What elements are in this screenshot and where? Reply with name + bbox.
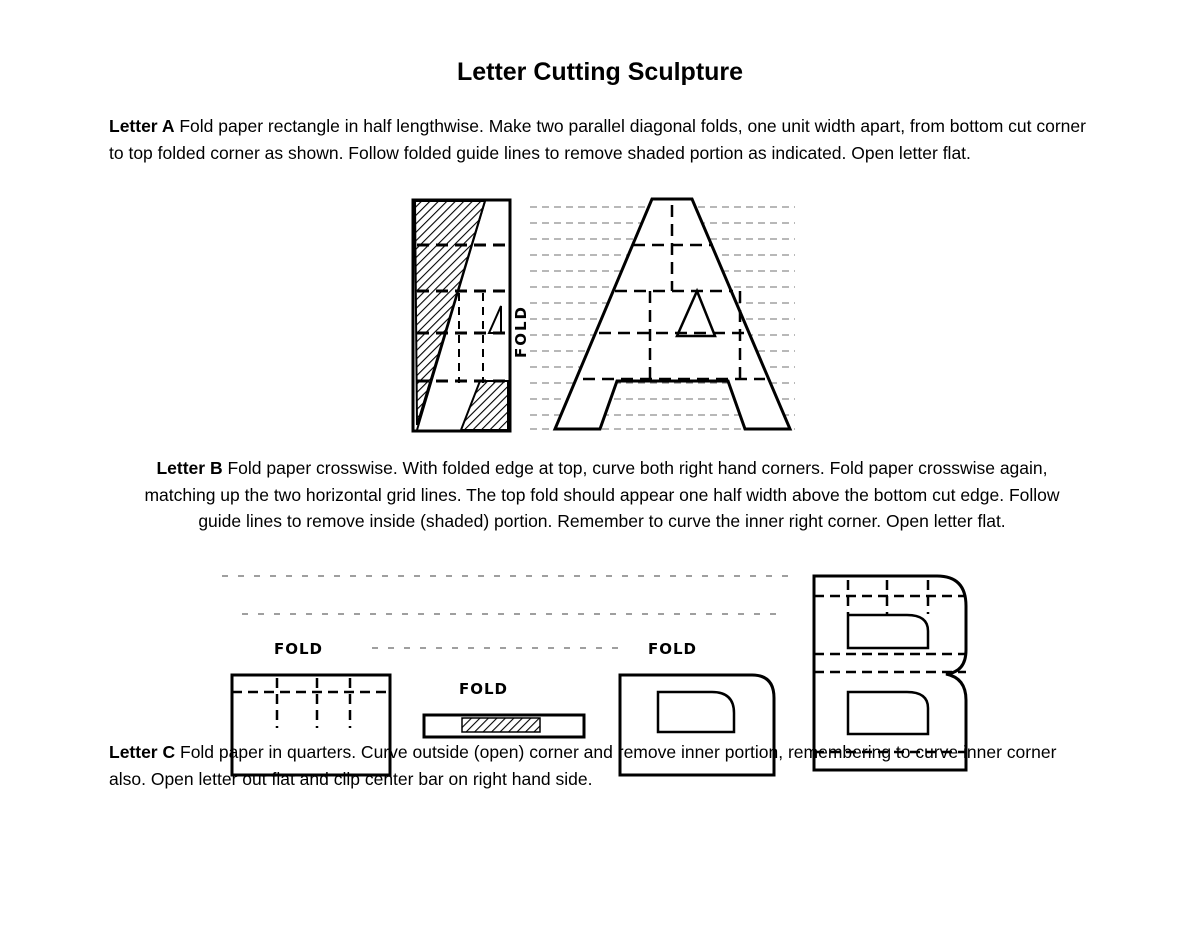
fold-label-b1: FOLD xyxy=(274,640,324,658)
letter-c-paragraph xyxy=(109,739,1094,792)
open-letter-a xyxy=(555,199,790,429)
letter-b-paragraph xyxy=(122,455,1082,535)
letter-a-label: Letter A xyxy=(109,116,175,136)
letter-a-text: Fold paper rectangle in half lengthwise. Make two parallel diagonal folds, one unit width apart, from bottom cut corner to top folded corner as shown. Follow folded guide lines to remove shaded portion as indicated. Open letter flat. xyxy=(109,116,1086,163)
letter-b-text: Fold paper crosswise. With folded edge at top, curve both right hand corners. Fold paper crosswise again, matching up the two horizontal grid lines. The top fold should appear one half width above the bottom cut edge. Follow guide lines to remove inside (shaded) portion. Remember to curve the inner right corner. Open letter flat. xyxy=(144,458,1060,531)
folded-strip-a xyxy=(413,200,530,431)
letter-a-diagram xyxy=(395,193,805,435)
folded-strip-b2 xyxy=(424,715,584,737)
fold-label-a: FOLD xyxy=(512,304,530,358)
letter-c-label: Letter C xyxy=(109,742,176,762)
background-dashes-b xyxy=(222,576,792,648)
page-title: Letter Cutting Sculpture xyxy=(456,58,744,86)
fold-label-b2: FOLD xyxy=(459,680,509,698)
letter-a-paragraph xyxy=(109,113,1094,166)
fold-label-b3: FOLD xyxy=(648,640,698,658)
letter-c-text: Fold paper in quarters. Curve outside (open) corner and remove inner portion, remembering to curve inner corner also. Open letter out flat and clip center bar on right hand side. xyxy=(109,742,1057,789)
letter-b-label: Letter B xyxy=(156,458,223,478)
